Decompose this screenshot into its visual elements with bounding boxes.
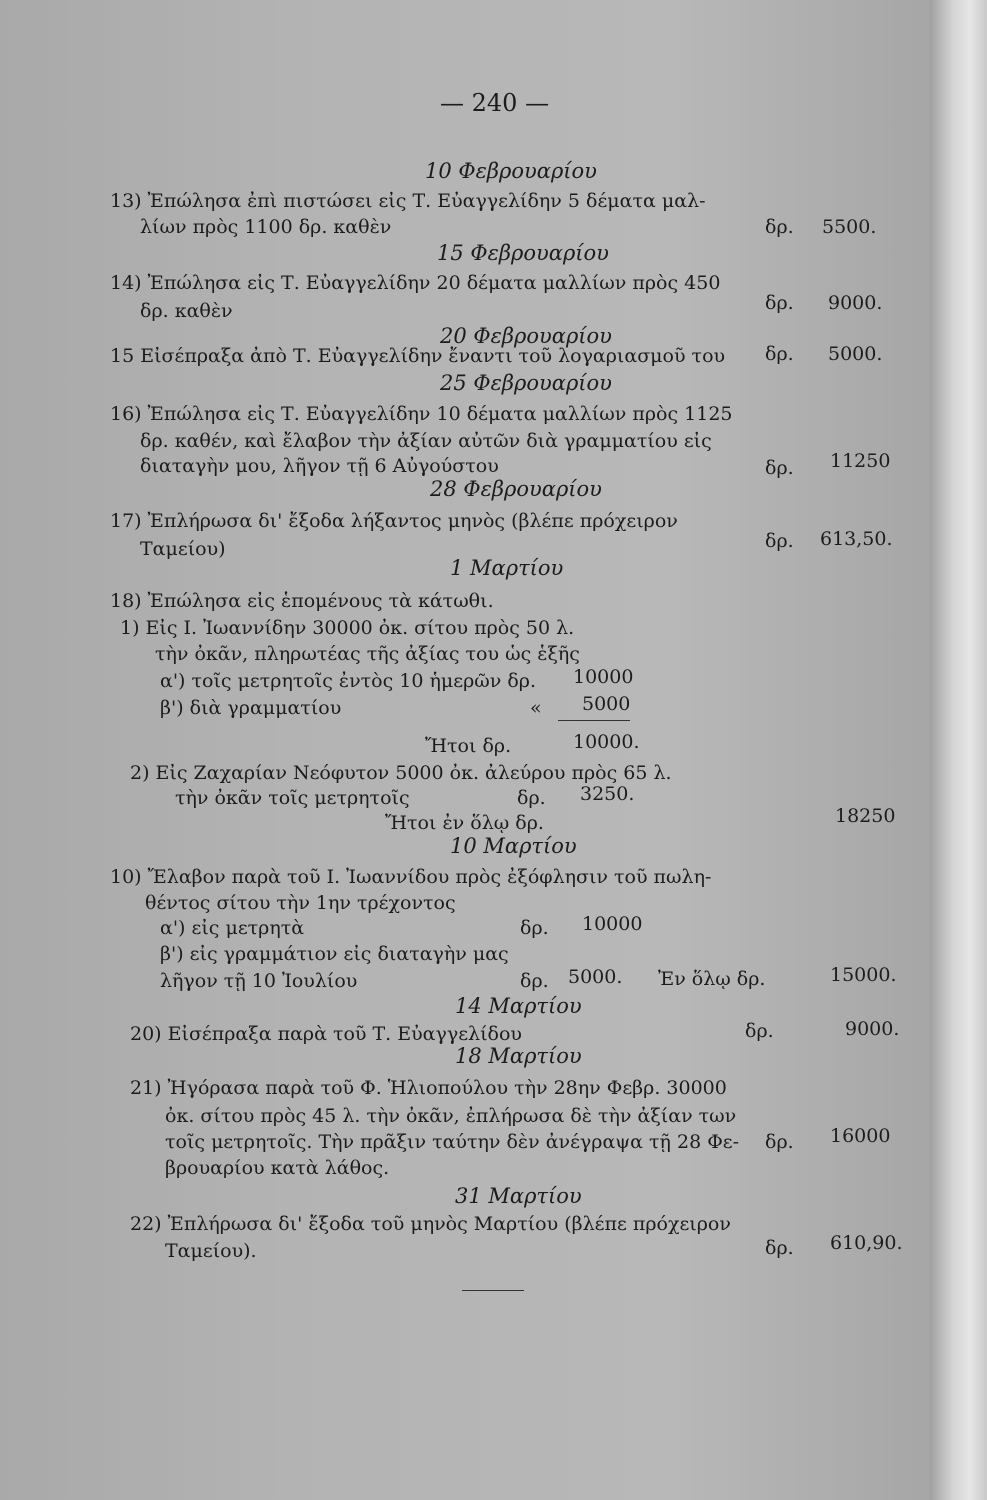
amount: 16000 (830, 1125, 891, 1147)
date-heading: 10 Φεβρουαρίου (425, 159, 597, 183)
entry-line: 15 Εἰσέπραξα ἀπὸ Τ. Εὐαγγελίδην ἔναντι τοῦ λογαριασμοῦ του (110, 345, 726, 367)
currency-label: δρ. (765, 216, 794, 238)
ditto-mark: « (530, 697, 542, 719)
currency-label: δρ. (745, 1020, 774, 1042)
entry-line: β') εἰς γραμμάτιον εἰς διαταγὴν μας (160, 943, 509, 965)
entry-line: 1) Εἰς Ι. Ἰωαννίδην 30000 ὀκ. σίτου πρὸς 50 λ. (120, 617, 575, 639)
entry-line: 13) Ἐπώλησα ἐπὶ πιστώσει εἰς Τ. Εὐαγγελίδην 5 δέματα μαλ- (110, 190, 706, 212)
entry-line: δρ. καθὲν (140, 300, 233, 322)
amount: 11250 (830, 450, 891, 472)
sum-rule (558, 720, 630, 721)
entry-line: Ταμείου). (165, 1240, 257, 1262)
currency-label: δρ. (765, 530, 794, 552)
currency-label: δρ. (517, 787, 546, 809)
entry-line: δρ. καθέν, καὶ ἔλαβον τὴν ἀξίαν αὐτῶν διὰ γραμματίου εἰς (140, 430, 712, 452)
date-heading: 15 Φεβρουαρίου (437, 241, 609, 265)
entry-line: τὴν ὀκᾶν, πληρωτέας τῆς ἀξίας του ὡς ἑξῆς (155, 643, 580, 665)
amount: 10000 (573, 666, 634, 688)
amount: 610,90. (830, 1232, 903, 1254)
entry-line: β') διὰ γραμματίου (160, 697, 342, 719)
entry-line: Ταμείου) (140, 538, 226, 560)
entry-line: ὀκ. σίτου πρὸς 45 λ. τὴν ὀκᾶν, ἐπλήρωσα δὲ τὴν ἀξίαν των (165, 1105, 737, 1127)
date-heading: 1 Μαρτίου (450, 556, 564, 580)
entry-line: Ἤτοι ἐν ὅλῳ δρ. (385, 812, 544, 834)
amount: 9000. (845, 1018, 900, 1040)
currency-label: δρ. (520, 970, 549, 992)
amount: 5000. (568, 966, 623, 988)
date-heading: 28 Φεβρουαρίου (430, 477, 602, 501)
entry-line: λίων πρὸς 1100 δρ. καθὲν (140, 216, 392, 238)
entry-line: 16) Ἐπώλησα εἰς Τ. Εὐαγγελίδην 10 δέματα μαλλίων πρὸς 1125 (110, 403, 733, 425)
entry-line: 21) Ἠγόρασα παρὰ τοῦ Φ. Ἡλιοπούλου τὴν 28ην Φεβρ. 30000 (130, 1077, 727, 1099)
entry-line: 22) Ἐπλήρωσα δι' ἔξοδα τοῦ μηνὸς Μαρτίου (βλέπε πρόχειρον (130, 1213, 731, 1235)
currency-label: δρ. (765, 343, 794, 365)
entry-line: 20) Εἰσέπραξα παρὰ τοῦ Τ. Εὐαγγελίδου (130, 1023, 522, 1045)
amount: 9000. (828, 292, 883, 314)
entry-line: 10) Ἔλαβον παρὰ τοῦ Ι. Ἰωαννίδου πρὸς ἐξόφλησιν τοῦ πωλη- (110, 866, 712, 888)
entry-line: α') εἰς μετρητὰ (160, 917, 305, 939)
date-heading: 25 Φεβρουαρίου (440, 371, 612, 395)
amount: 5000 (582, 693, 631, 715)
date-heading: 31 Μαρτίου (455, 1184, 582, 1208)
entry-line: διαταγὴν μου, λῆγον τῇ 6 Αὐγούστου (140, 455, 499, 477)
amount: 613,50. (820, 528, 893, 550)
entry-line: Ἐν ὅλῳ δρ. (658, 968, 766, 990)
amount: 10000 (582, 913, 643, 935)
entry-line: λῆγον τῇ 10 Ἰουλίου (160, 970, 358, 992)
entry-line: βρουαρίου κατὰ λάθος. (165, 1157, 390, 1179)
date-heading: 10 Μαρτίου (450, 834, 577, 858)
entry-line: 2) Εἰς Ζαχαρίαν Νεόφυτον 5000 ὀκ. ἀλεύρου πρὸς 65 λ. (130, 762, 672, 784)
entry-line: Ἤτοι δρ. (425, 735, 512, 757)
amount: 18250 (835, 805, 896, 827)
entry-line: τοῖς μετρητοῖς. Τὴν πρᾶξιν ταύτην δὲν ἀνέγραψα τῇ 28 Φε- (165, 1131, 740, 1153)
date-heading: 20 Φεβρουαρίου (440, 324, 612, 348)
page-edge (930, 0, 987, 1500)
entry-line: 18) Ἐπώλησα εἰς ἑπομένους τὰ κάτωθι. (110, 590, 494, 612)
currency-label: δρ. (765, 292, 794, 314)
page-number: — 240 — (440, 89, 550, 117)
entry-line: 14) Ἐπώλησα εἰς Τ. Εὐαγγελίδην 20 δέματα μαλλίων πρὸς 450 (110, 272, 721, 294)
currency-label: δρ. (765, 457, 794, 479)
amount: 5000. (828, 343, 883, 365)
entry-line: α') τοῖς μετρητοῖς ἐντὸς 10 ἡμερῶν δρ. (160, 670, 536, 692)
end-rule (462, 1290, 524, 1291)
entry-line: τὴν ὀκᾶν τοῖς μετρητοῖς (175, 787, 410, 809)
amount: 15000. (830, 964, 897, 986)
amount: 3250. (580, 783, 635, 805)
currency-label: δρ. (765, 1131, 794, 1153)
date-heading: 14 Μαρτίου (455, 994, 582, 1018)
currency-label: δρ. (520, 917, 549, 939)
amount: 5500. (822, 216, 877, 238)
amount: 10000. (573, 731, 640, 753)
entry-line: θέντος σίτου τὴν 1ην τρέχοντος (145, 892, 456, 914)
date-heading: 18 Μαρτίου (455, 1044, 582, 1068)
entry-line: 17) Ἐπλήρωσα δι' ἔξοδα λήξαντος μηνὸς (βλέπε πρόχειρον (110, 510, 678, 532)
currency-label: δρ. (765, 1237, 794, 1259)
